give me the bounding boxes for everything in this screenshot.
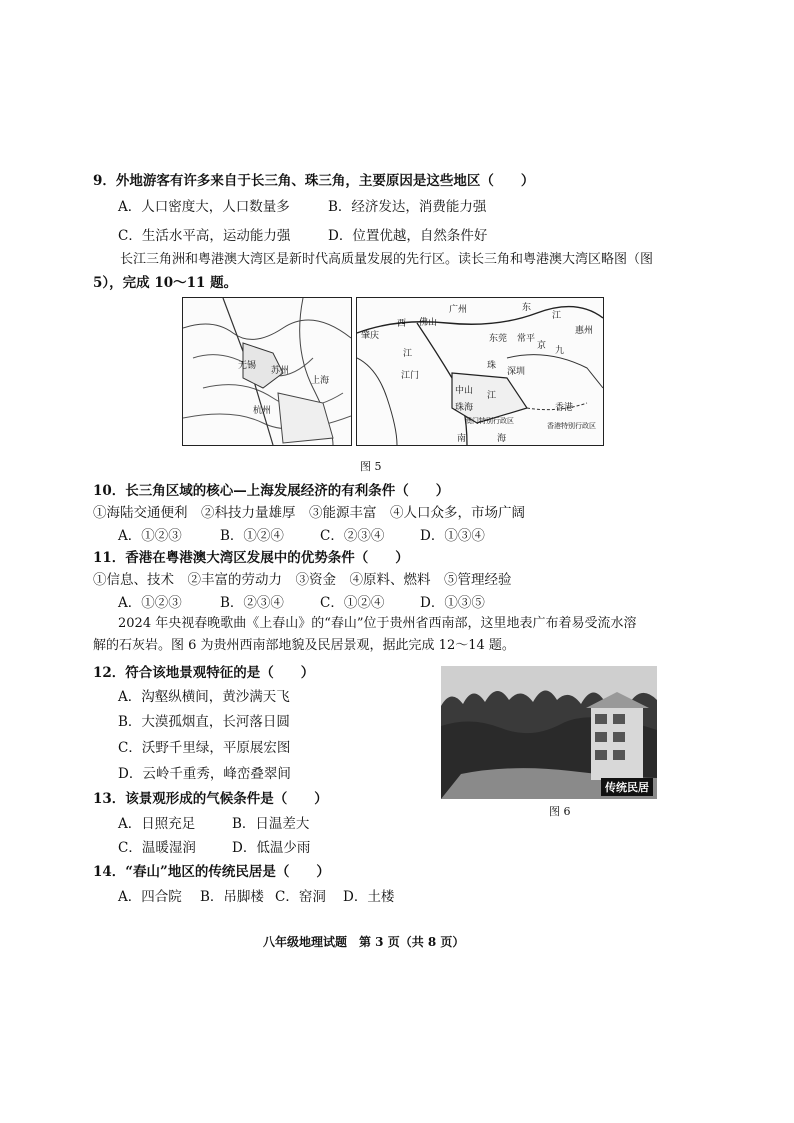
map-label-zhaoqing: 肇庆 — [361, 331, 380, 341]
q14-stem: 14．“春山”地区的传统民居是（ ） — [93, 864, 330, 880]
intro-10-11-line1: 长江三角洲和粤港澳大湾区是新时代高质量发展的先行区。读长三角和粤港澳大湾区略图（图 — [120, 252, 654, 267]
q12-option-b: B．大漠孤烟直，长河落日圆 — [118, 714, 290, 730]
q13-option-b: B．日温差大 — [232, 816, 310, 832]
map-label-wuxi: 无锡 — [238, 361, 257, 371]
map-label-huizhou: 惠州 — [575, 326, 594, 336]
q10-conditions: ①海陆交通便利 ②科技力量雄厚 ③能源丰富 ④人口众多，市场广阔 — [93, 505, 525, 521]
map-label-foshan: 佛山 — [419, 318, 438, 328]
map-label-jiangmen: 江门 — [401, 371, 420, 381]
map-label-hangzhou: 杭州 — [253, 406, 272, 416]
q10-option-c: C．②③④ — [320, 528, 385, 544]
q13-option-a: A．日照充足 — [118, 816, 196, 832]
q9-option-c: C．生活水平高，运动能力强 — [118, 228, 291, 244]
q10-stem: 10．长三角区域的核心—上海发展经济的有利条件（ ） — [93, 483, 450, 499]
map-label-nan: 南 — [457, 434, 467, 444]
q13-stem: 13．该景观形成的气候条件是（ ） — [93, 791, 328, 807]
intro-12-14-line2: 解的石灰岩。图 6 为贵州西南部地貌及民居景观，据此完成 12～14 题。 — [93, 638, 515, 653]
map-label-jiang-1: 江 — [552, 311, 562, 321]
q11-stem: 11．香港在粤港澳大湾区发展中的优势条件（ ） — [93, 550, 409, 566]
map-label-shanghai: 上海 — [311, 376, 330, 386]
map-label-xi: 西 — [397, 319, 407, 329]
map-label-changping: 常平 — [517, 334, 536, 344]
q14-option-c: C．窑洞 — [275, 889, 326, 905]
q14-option-a: A．四合院 — [118, 889, 182, 905]
q11-option-d: D．①③⑤ — [420, 595, 485, 611]
map-label-jiang-3: 江 — [487, 391, 497, 401]
q13-option-c: C．温暖湿润 — [118, 840, 196, 856]
map-label-suzhou: 苏州 — [271, 366, 290, 376]
q12-option-c: C．沃野千里绿，平原展宏图 — [118, 740, 291, 756]
q12-option-d: D．云岭千重秀，峰峦叠翠间 — [118, 766, 291, 782]
map-label-jiu: 九 — [555, 346, 565, 356]
figure6-badge: 传统民居 — [601, 778, 653, 796]
map-label-macau: 澳门特别行政区 — [465, 417, 514, 425]
map-label-zhu: 珠 — [487, 361, 497, 371]
q11-conditions: ①信息、技术 ②丰富的劳动力 ③资金 ④原料、燃料 ⑤管理经验 — [93, 572, 512, 588]
q9-option-b: B．经济发达，消费能力强 — [328, 199, 487, 215]
figure6-caption: 图 6 — [549, 805, 571, 818]
q11-option-a: A．①②③ — [118, 595, 182, 611]
q9-option-d: D．位置优越，自然条件好 — [328, 228, 488, 244]
map-label-dong: 东 — [522, 303, 532, 313]
q10-option-d: D．①③④ — [420, 528, 485, 544]
q12-stem: 12．符合该地景观特征的是（ ） — [93, 665, 315, 681]
greater-bay-area-map — [356, 297, 604, 446]
map-label-hongkong: 香港 — [555, 403, 574, 413]
map-label-jing: 京 — [537, 341, 547, 351]
map-label-guangzhou: 广州 — [449, 305, 468, 315]
q11-option-b: B．②③④ — [220, 595, 284, 611]
map-label-zhongshan: 中山 — [455, 386, 474, 396]
q10-option-a: A．①②③ — [118, 528, 182, 544]
q12-option-a: A．沟壑纵横间，黄沙满天飞 — [118, 689, 290, 705]
intro-10-11-line2: 5），完成 10～11 题。 — [93, 275, 238, 291]
map-label-shenzhen: 深圳 — [507, 367, 526, 377]
q9-option-a: A．人口密度大，人口数量多 — [118, 199, 290, 215]
map-label-zhuhai: 珠海 — [455, 403, 474, 413]
map-label-hk-sar: 香港特别行政区 — [547, 422, 596, 430]
yangtze-delta-map — [182, 297, 352, 446]
q11-option-c: C．①②④ — [320, 595, 385, 611]
figure6-landscape-photo — [441, 666, 657, 799]
q14-option-b: B．吊脚楼 — [200, 889, 264, 905]
figure5-caption: 图 5 — [360, 460, 382, 473]
map-label-dongguan: 东莞 — [489, 334, 508, 344]
q10-option-b: B．①②④ — [220, 528, 284, 544]
map-label-jiang-2: 江 — [403, 349, 413, 359]
q13-option-d: D．低温少雨 — [232, 840, 311, 856]
map-label-hai: 海 — [497, 434, 507, 444]
q14-option-d: D．土楼 — [343, 889, 395, 905]
q9-stem: 9．外地游客有许多来自于长三角、珠三角，主要原因是这些地区（ ） — [93, 173, 535, 189]
page-footer: 八年级地理试题 第 3 页（共 8 页） — [263, 935, 465, 949]
intro-12-14-line1: 2024 年央视春晚歌曲《上春山》的“春山”位于贵州省西南部，这里地表广布着易受流水溶 — [118, 616, 637, 631]
